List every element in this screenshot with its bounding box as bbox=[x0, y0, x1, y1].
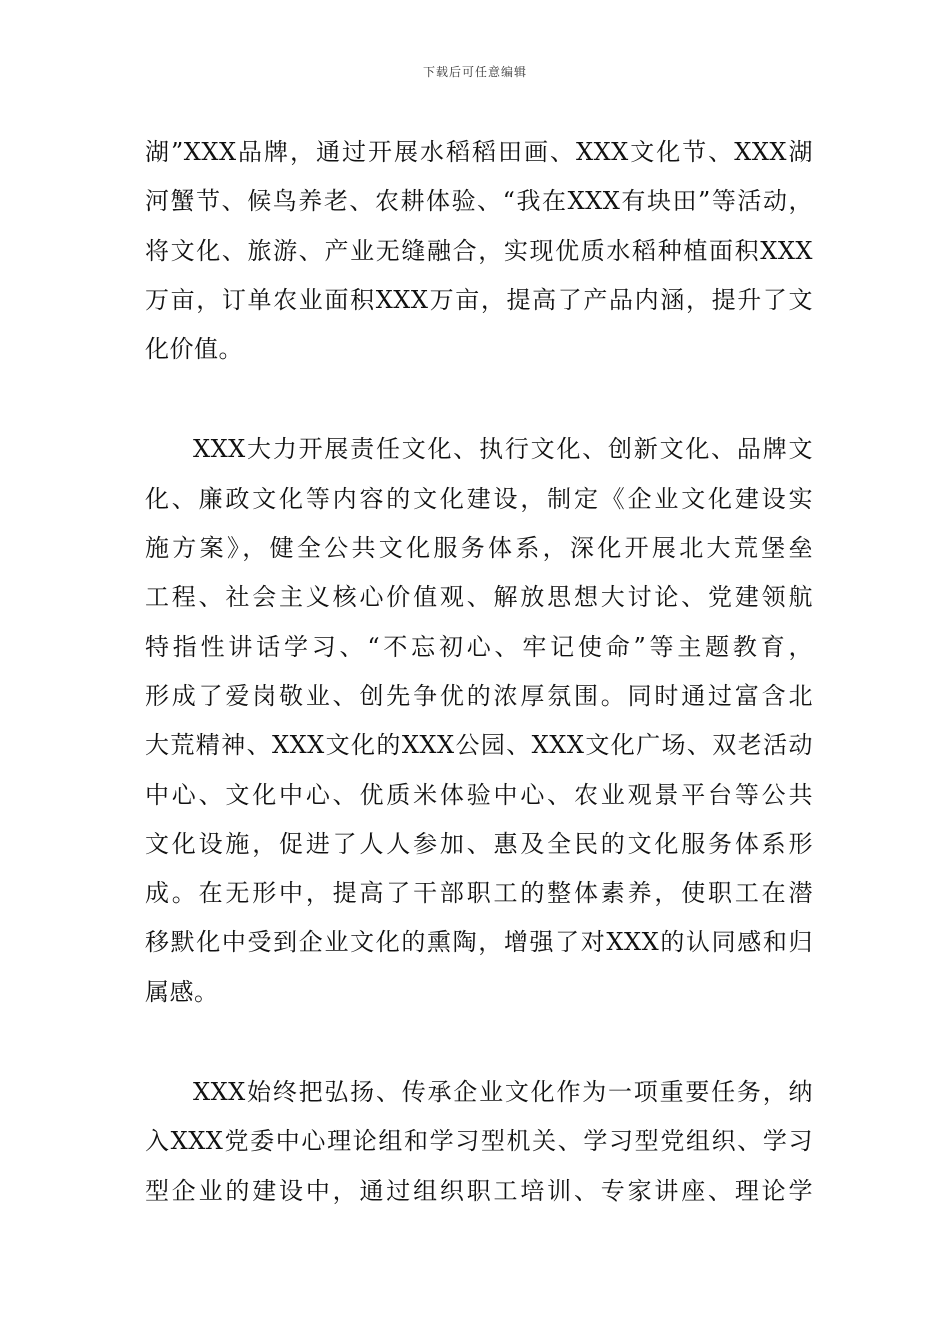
text-line: 工程、社会主义核心价值观、解放思想大讨论、党建领航 bbox=[145, 583, 813, 612]
text-line: 万亩，订单农业面积XXX万亩，提高了产品内涵，提升了文 bbox=[145, 285, 813, 314]
text-line: XXX大力开展责任文化、执行文化、创新文化、品牌文 bbox=[193, 435, 813, 464]
text-line: 成。在无形中，提高了干部职工的整体素养，使职工在潜 bbox=[145, 879, 813, 908]
paragraph-3 bbox=[145, 1068, 813, 1216]
text-line: 湖”XXX品牌，通过开展水稻稻田画、XXX文化节、XXX湖 bbox=[145, 138, 813, 166]
text-line: 属感。 bbox=[145, 977, 219, 1006]
text-line: 中心、文化中心、优质米体验中心、农业观景平台等公共 bbox=[145, 780, 813, 809]
paragraph-1 bbox=[145, 128, 813, 374]
paragraph-2 bbox=[145, 425, 813, 1017]
text-line: 将文化、旅游、产业无缝融合，实现优质水稻种植面积XXX bbox=[145, 236, 813, 265]
text-line: 移默化中受到企业文化的熏陶，增强了对XXX的认同感和归 bbox=[145, 928, 813, 957]
text-line: 河蟹节、候鸟养老、农耕体验、“我在XXX有块田”等活动， bbox=[145, 187, 813, 216]
text-line: 文化设施，促进了人人参加、惠及全民的文化服务体系形 bbox=[145, 829, 813, 858]
text-line: 入XXX党委中心理论组和学习型机关、学习型党组织、学习 bbox=[145, 1127, 813, 1156]
text-line: 型企业的建设中，通过组织职工培训、专家讲座、理论学 bbox=[145, 1176, 813, 1205]
text-line: XXX始终把弘扬、传承企业文化作为一项重要任务，纳 bbox=[193, 1078, 813, 1107]
text-line: 化、廉政文化等内容的文化建设，制定《企业文化建设实 bbox=[145, 484, 813, 513]
text-line: 大荒精神、XXX文化的XXX公园、XXX文化广场、双老活动 bbox=[145, 731, 813, 760]
text-line: 形成了爱岗敬业、创先争优的浓厚氛围。同时通过富含北 bbox=[145, 681, 813, 710]
text-line: 化价值。 bbox=[145, 335, 243, 364]
page-header: 下载后可任意编辑 bbox=[422, 65, 527, 79]
document-body bbox=[145, 128, 813, 1216]
text-line: 施方案》，健全公共文化服务体系，深化开展北大荒堡垒 bbox=[145, 534, 813, 563]
text-line: 特指性讲话学习、“不忘初心、牢记使命”等主题教育， bbox=[145, 632, 813, 661]
